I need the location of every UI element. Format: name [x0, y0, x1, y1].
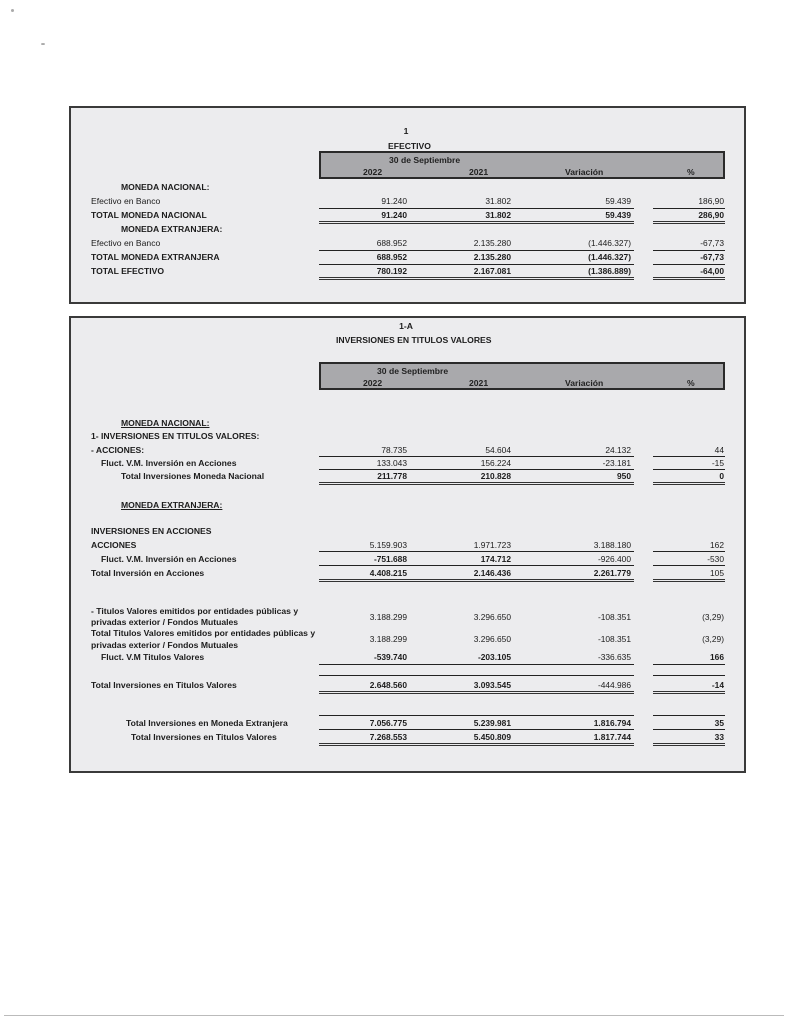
double-divider — [319, 482, 634, 485]
value-2021: 54.604 — [485, 445, 511, 455]
divider — [653, 456, 725, 457]
divider — [319, 715, 634, 716]
value-pct: 0 — [719, 471, 724, 481]
double-divider — [653, 579, 725, 582]
scan-artifact — [41, 43, 45, 45]
period-label: 30 de Septiembre — [389, 155, 461, 165]
value-2021: 2.146.436 — [473, 568, 511, 578]
row-label: Fluct. V.M Titulos Valores — [101, 652, 205, 662]
value-2022: 4.408.215 — [369, 568, 407, 578]
section-title: INVERSIONES EN TITULOS VALORES — [336, 335, 492, 345]
value-2021: 3.296.650 — [473, 612, 511, 622]
row-label: Fluct. V.M. Inversión en Acciones — [101, 458, 237, 468]
col-pct: % — [687, 378, 695, 388]
value-2021: 5.450.809 — [473, 732, 511, 742]
value-2021: 3.296.650 — [473, 634, 511, 644]
double-divider — [319, 277, 634, 280]
divider — [653, 250, 725, 251]
divider — [319, 551, 634, 552]
value-2021: 31.802 — [485, 210, 511, 220]
value-variacion: 950 — [617, 471, 631, 481]
value-pct: -67,73 — [700, 252, 724, 262]
row-label: Total Inversiones en Moneda Extranjera — [126, 718, 288, 728]
value-variacion: 24.132 — [605, 445, 631, 455]
divider — [653, 208, 725, 209]
value-2022: 78.735 — [381, 445, 407, 455]
value-2022: 688.952 — [376, 252, 407, 262]
divider — [653, 664, 725, 665]
row-label: Total Inversiones en Titulos Valores — [131, 732, 277, 742]
row-label: Total Inversiones en Titulos Valores — [91, 680, 237, 690]
divider — [653, 675, 725, 676]
col-2022: 2022 — [363, 167, 383, 177]
value-2021: 1.971.723 — [473, 540, 511, 550]
value-variacion: 1.817.744 — [593, 732, 631, 742]
value-2022: 91.240 — [381, 210, 407, 220]
value-pct: 286,90 — [698, 210, 724, 220]
divider — [319, 565, 634, 566]
value-2021: 2.135.280 — [473, 252, 511, 262]
value-2021: 174.712 — [480, 554, 511, 564]
value-2022: 7.056.775 — [369, 718, 407, 728]
row-label: Fluct. V.M. Inversión en Acciones — [101, 554, 237, 564]
row-label: Total Titulos Valores emitidos por entidades públicas y — [91, 628, 316, 638]
divider — [319, 664, 634, 665]
value-2021: 3.093.545 — [473, 680, 511, 690]
row-label: - ACCIONES: — [91, 445, 145, 455]
page-edge-line — [4, 1015, 784, 1016]
col-2022: 2022 — [363, 378, 383, 388]
value-variacion: (1.446.327) — [588, 252, 631, 262]
col-variacion: Variación — [565, 167, 604, 177]
value-2021: 2.135.280 — [473, 238, 511, 248]
value-variacion: -108.351 — [597, 612, 631, 622]
value-2022: 211.778 — [377, 471, 407, 481]
value-variacion: -336.635 — [597, 652, 631, 662]
subhead-moneda-extranjera: MONEDA EXTRANJERA: — [121, 224, 223, 234]
column-header — [319, 362, 725, 390]
section-number: 1-A — [399, 321, 413, 331]
scan-artifact — [11, 9, 14, 12]
value-pct: 166 — [710, 652, 724, 662]
value-pct: 105 — [710, 568, 724, 578]
value-variacion: 2.261.779 — [593, 568, 631, 578]
value-pct: (3,29) — [702, 634, 724, 644]
value-2022: 91.240 — [381, 196, 407, 206]
column-header — [319, 151, 725, 179]
subhead-inversiones-titulos: 1- INVERSIONES EN TITULOS VALORES: — [91, 431, 260, 441]
divider — [653, 715, 725, 716]
subhead-inversiones-acciones: INVERSIONES EN ACCIONES — [91, 526, 212, 536]
value-2021: 156.224 — [480, 458, 511, 468]
subhead-moneda-nacional: MONEDA NACIONAL: — [121, 418, 210, 428]
value-variacion: 1.816.794 — [593, 718, 631, 728]
divider — [319, 675, 634, 676]
value-2021: 5.239.981 — [473, 718, 511, 728]
row-label: Total Inversiones Moneda Nacional — [121, 471, 265, 481]
section-number: 1 — [403, 126, 409, 136]
value-2022: 133.043 — [376, 458, 407, 468]
section-title: EFECTIVO — [388, 141, 431, 151]
double-divider — [319, 221, 634, 224]
value-pct: -67,73 — [700, 238, 724, 248]
divider — [319, 729, 634, 730]
value-2021: -203.105 — [477, 652, 511, 662]
double-divider — [319, 691, 634, 694]
double-divider — [653, 743, 725, 746]
double-divider — [319, 743, 634, 746]
value-2022: 3.188.299 — [369, 634, 407, 644]
value-variacion: (1.386.889) — [588, 266, 631, 276]
double-divider — [653, 691, 725, 694]
row-label: Efectivo en Banco — [91, 238, 161, 248]
value-variacion: 3.188.180 — [593, 540, 631, 550]
col-variacion: Variación — [565, 378, 604, 388]
value-2022: 3.188.299 — [369, 612, 407, 622]
double-divider — [653, 221, 725, 224]
col-pct: % — [687, 167, 695, 177]
row-label-cont: privadas exterior / Fondos Mutuales — [91, 640, 239, 650]
double-divider — [319, 579, 634, 582]
value-2021: 31.802 — [485, 196, 511, 206]
value-variacion: -23.181 — [602, 458, 631, 468]
value-pct: 33 — [714, 732, 724, 742]
row-label-cont: privadas exterior / Fondos Mutuales — [91, 617, 239, 627]
col-2021: 2021 — [469, 378, 489, 388]
value-variacion: -108.351 — [597, 634, 631, 644]
value-2021: 2.167.081 — [473, 266, 511, 276]
value-pct: -64,00 — [700, 266, 724, 276]
value-variacion: -444.986 — [597, 680, 631, 690]
divider — [653, 565, 725, 566]
efectivo-panel — [69, 106, 746, 304]
value-pct: -530 — [707, 554, 724, 564]
row-label: Total Inversión en Acciones — [91, 568, 205, 578]
double-divider — [653, 277, 725, 280]
value-pct: (3,29) — [702, 612, 724, 622]
divider — [653, 551, 725, 552]
value-pct: -14 — [711, 680, 724, 690]
divider — [319, 250, 634, 251]
value-2021: 210.828 — [480, 471, 511, 481]
value-variacion: 59.439 — [605, 210, 631, 220]
row-label: Efectivo en Banco — [91, 196, 161, 206]
divider — [319, 208, 634, 209]
value-variacion: 59.439 — [605, 196, 631, 206]
subhead-moneda-nacional: MONEDA NACIONAL: — [121, 182, 210, 192]
value-2022: 2.648.560 — [369, 680, 407, 690]
value-2022: -751.688 — [373, 554, 407, 564]
col-2021: 2021 — [469, 167, 489, 177]
value-2022: 688.952 — [376, 238, 407, 248]
row-label: - Titulos Valores emitidos por entidades públicas y — [91, 606, 299, 616]
row-label: TOTAL EFECTIVO — [91, 266, 165, 276]
divider — [319, 456, 634, 457]
row-label: TOTAL MONEDA EXTRANJERA — [91, 252, 220, 262]
double-divider — [653, 482, 725, 485]
subhead-moneda-extranjera: MONEDA EXTRANJERA: — [121, 500, 223, 510]
divider — [653, 469, 725, 470]
value-variacion: (1.446.327) — [588, 238, 631, 248]
inversiones-panel — [69, 316, 746, 773]
value-pct: -15 — [711, 458, 724, 468]
period-label: 30 de Septiembre — [377, 366, 449, 376]
value-pct: 44 — [714, 445, 724, 455]
row-label: TOTAL MONEDA NACIONAL — [91, 210, 207, 220]
value-variacion: -926.400 — [597, 554, 631, 564]
row-label: ACCIONES — [91, 540, 137, 550]
value-2022: 7.268.553 — [369, 732, 407, 742]
divider — [653, 729, 725, 730]
divider — [653, 264, 725, 265]
value-2022: -539.740 — [373, 652, 407, 662]
value-pct: 162 — [710, 540, 724, 550]
divider — [319, 264, 634, 265]
value-2022: 5.159.903 — [369, 540, 407, 550]
value-pct: 35 — [714, 718, 724, 728]
divider — [319, 469, 634, 470]
value-2022: 780.192 — [376, 266, 407, 276]
value-pct: 186,90 — [698, 196, 724, 206]
